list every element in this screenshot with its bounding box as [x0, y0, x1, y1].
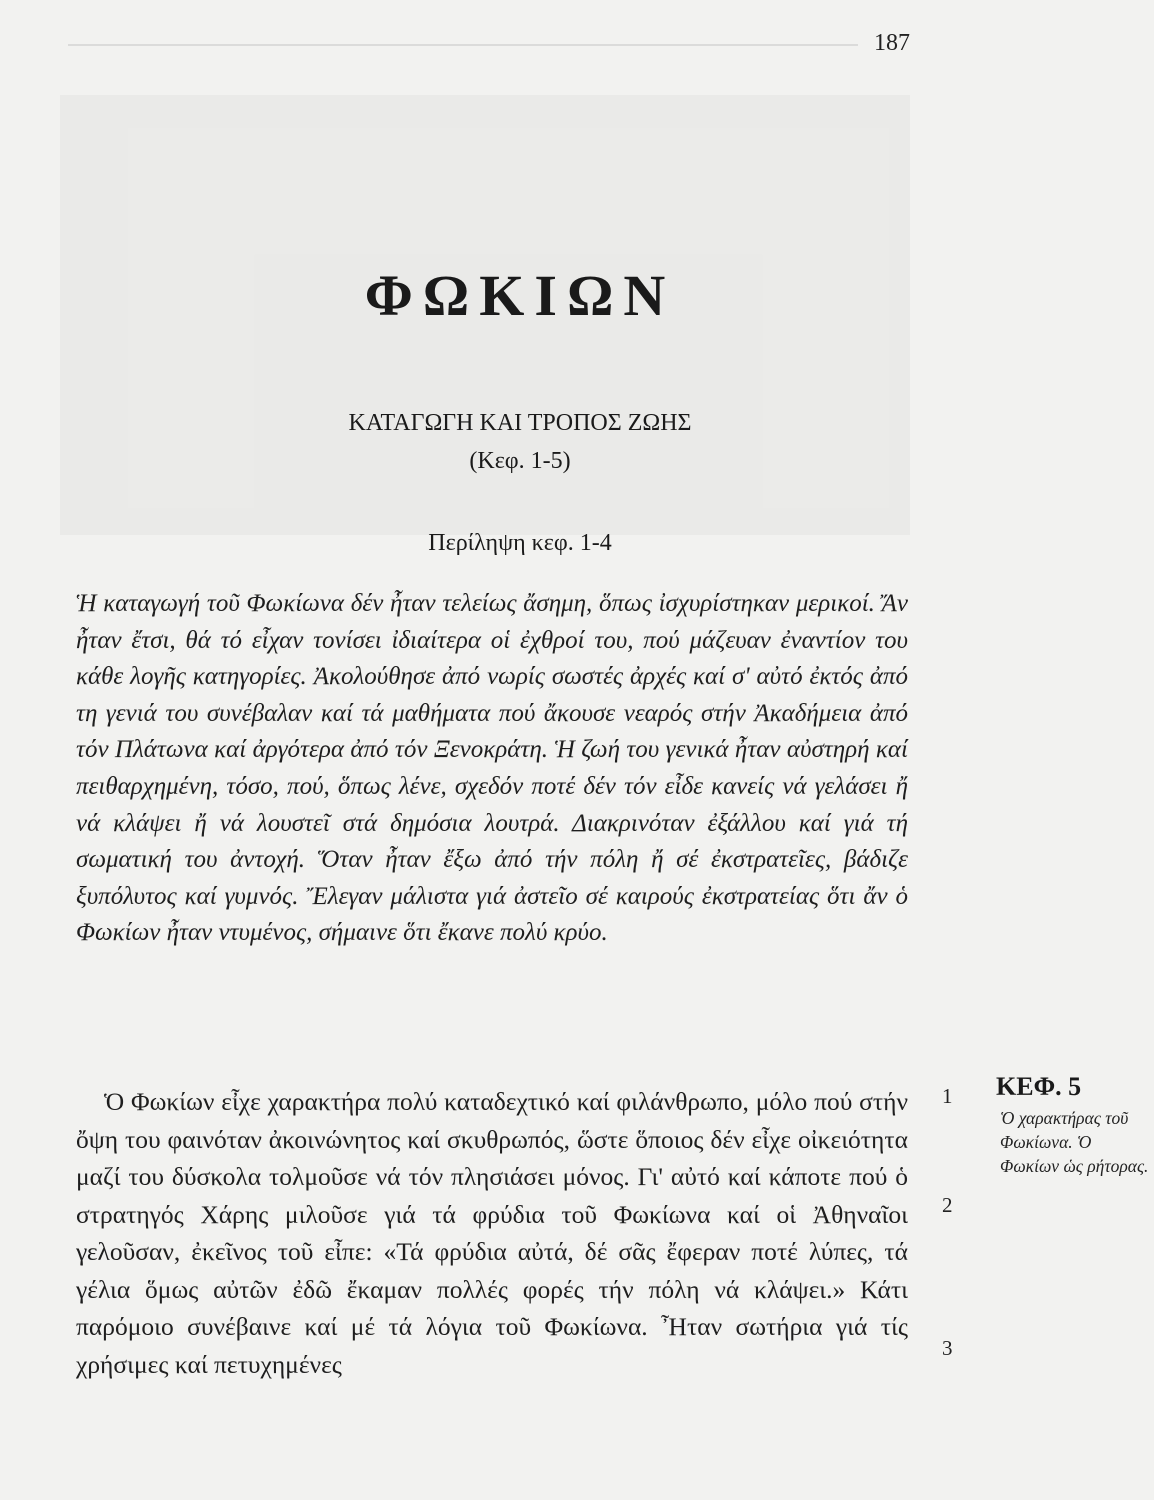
side-heading: ΚΕΦ. 5: [996, 1072, 1082, 1101]
summary-title: Περίληψη κεφ. 1-4: [428, 530, 612, 556]
header-rule: [68, 44, 858, 46]
section-subtitle: (Κεφ. 1-5): [469, 448, 571, 474]
summary-paragraph: Ἡ καταγωγή τοῦ Φωκίωνα δέν ἦταν τελείως ἄσημη, ὅπως ἰσχυρίστηκαν μερικοί. Ἄν ἦταν ἔτσι, θά τό εἶχαν τονίσει ἰδιαίτερα οἱ ἐχθροί του, πού μάζευαν ἐναντίον του κάθε λογῆς κατηγορίες. Ἀκολούθησε ἀπό νωρίς σωστές ἀρχές καί σ' αὐτό ἐκτός ἀπό τη γενιά του συνέβαλαν καί τά μαθήματα πού ἄκουσε νεαρός στήν Ἀκαδήμεια ἀπό τόν Πλάτωνα καί ἀργότερα ἀπό τόν Ξενοκράτη. Ἡ ζωή του γενικά ἦταν αὐστηρή καί πειθαρχημένη, τόσο, πού, ὅπως λένε, σχεδόν ποτέ δέν τόν εἶδε κανείς νά γελάσει ἤ νά κλάψει ἤ νά λουστεῖ στά δημόσια λουτρά. Διακρινόταν ἐξάλλου καί γιά τή σωματική του ἀντοχή. Ὅταν ἦταν ἔξω ἀπό τήν πόλη ἤ σέ ἐκστρατεῖες, βάδιζε ξυπόλυτος καί γυμνός. Ἔλεγαν μάλιστα γιά ἀστεῖο σέ καιρούς ἐκστρατείας ὅτι ἄν ὁ Φωκίων ἦταν ντυμένος, σήμαινε ὅτι ἔκανε πολύ κρύο.: [76, 590, 908, 947]
margin-number: 2: [942, 1193, 953, 1217]
body-paragraph: Ὁ Φωκίων εἶχε χαρακτήρα πολύ καταδεχτικό καί φιλάνθρωπο, μόλο πού στήν ὄψη του φαινόταν ἀκοινώνητος καί σκυθρωπός, ὥστε ὅποιος δέν εἶχε οἰκειότητα μαζί του δύσκολα τολμοῦσε νά τόν πλησιάσει μόνος. Γι' αὐτό καί κάποτε πού ὁ στρατηγός Χάρης μιλοῦσε γιά τά φρύδια τοῦ Φωκίωνα καί οἱ Ἀθηναῖοι γελοῦσαν, ἐκεῖνος τοῦ εἶπε: «Τά φρύδια αὐτά, δέ σᾶς ἔφεραν ποτέ λύπες, τά γέλια ὅμως αὐτῶν ἐδῶ ἔκαμαν πολλές φορές τήν πόλη νά κλάψει.» Κάτι παρόμοιο συνέβαινε καί μέ τά λόγια τοῦ Φωκίωνα. Ἦταν σωτήρια γιά τίς χρήσιμες καί πετυχημένες: [76, 1087, 908, 1379]
page-number: 187: [874, 30, 910, 56]
margin-number: 3: [942, 1336, 953, 1360]
section-title: ΚΑΤΑΓΩΓΗ ΚΑΙ ΤΡΟΠΟΣ ΖΩΗΣ: [348, 410, 692, 436]
page-title: ΦΩΚΙΩΝ: [364, 263, 676, 328]
margin-number: 1: [942, 1084, 953, 1108]
side-note: Ὁ χαρακτήρας τοῦ Φωκίωνα. Ὁ Φωκίων ὡς ρήτορας.: [1000, 1108, 1149, 1176]
